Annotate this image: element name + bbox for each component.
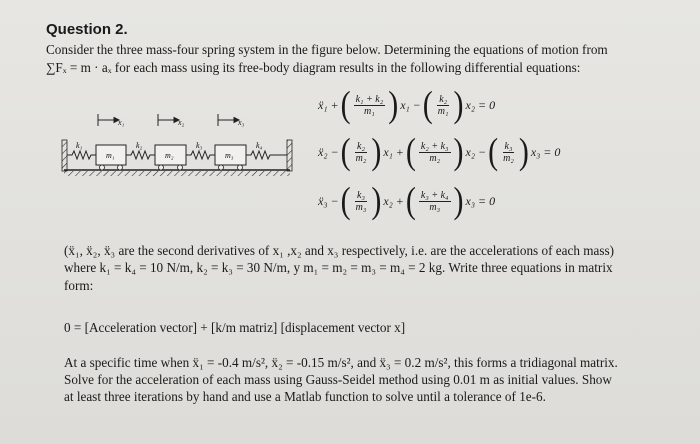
eq3-fraction-1 <box>354 190 369 213</box>
eq2-frac3-den: m₂ <box>503 152 514 164</box>
equation-1: ẍ₁ + ( $\frac{\text{k₁ + k₂}}{\text{m₁}}$ ) x₁ − ( $\frac{\text{k₂}}{\text{m₁}}$ ) x₂ = 0 <box>318 83 496 125</box>
spring-k3 <box>186 151 215 159</box>
label-k4: k₄ <box>256 141 263 150</box>
eq3-mid: x₂ + <box>383 193 404 208</box>
body-line-6: at least three iterations by hand and use a Matlab function to solve until a tolerance of 1e-6. <box>64 389 546 404</box>
spring-k4 <box>246 151 287 159</box>
question-title: Question 2. <box>46 21 128 38</box>
eq2-fraction-3 <box>501 141 516 164</box>
body-line-1: (ẍ₁, ẍ₂, ẍ₃ are the second derivatives of x₁ ,x₂ and x₃ respectively, i.e. are the accelerations of each mass) <box>64 243 614 258</box>
eq1-frac1-num: k₁ + k₂ <box>355 93 384 105</box>
intro-line-1: Consider the three mass-four spring system in the figure below. Determining the equations of motion from <box>46 42 608 57</box>
spring-mass-diagram <box>58 108 296 190</box>
eq1-mid: x₁ − <box>400 97 421 112</box>
eq2-frac1-den: m₂ <box>355 152 367 164</box>
eq2-mid1: x₁ + <box>383 144 404 159</box>
eq3-frac2-num: k₃ + k₄ <box>420 189 449 201</box>
eq1-frac2-num: k₂ <box>439 93 448 105</box>
eq2-frac2-den: m₂ <box>429 152 441 164</box>
eq1-frac2-den: m₁ <box>437 105 449 117</box>
equation-3: ẍ₃ − ( $\frac{\text{k₃}}{\text{m₃}}$ ) x₂ + ( $\frac{\text{k₃ + k₄}}{\text{m₃}}$ ) x₃ = 0 <box>318 179 496 221</box>
eq3-frac1-num: k₃ <box>357 189 365 201</box>
body-line-4: At a specific time when ẍ₁ = -0.4 m/s², ẍ₂ = -0.15 m/s², and ẍ₃ = 0.2 m/s², this forms a tridiagonal matrix. <box>64 355 618 370</box>
eq1-lhs: ẍ₁ + <box>318 97 339 112</box>
eq3-lhs: ẍ₃ − <box>318 193 339 208</box>
eq1-fraction-2 <box>436 94 451 117</box>
matrix-form-line: 0 = [Acceleration vector] + [k/m matriz] [displacement vector x] <box>64 320 406 335</box>
label-k3: k₃ <box>196 141 203 150</box>
label-k2: k₂ <box>136 141 143 150</box>
body-line-5: Solve for the acceleration of each mass using Gauss-Seidel method using 0.01 m as initial values. Show <box>64 372 612 387</box>
label-m1: m₁ <box>106 151 115 160</box>
eq2-frac3-num: k₃ <box>504 140 513 152</box>
body-line-3: form: <box>64 278 94 293</box>
spring-k1 <box>67 151 96 159</box>
eq1-frac1-den: m₁ <box>364 105 375 117</box>
left-wall <box>62 140 67 171</box>
eq3-frac1-den: m₃ <box>355 201 367 213</box>
spring-k2 <box>126 151 155 159</box>
eq2-frac1-num: k₂ <box>357 140 365 152</box>
eq2-fraction-1 <box>354 141 369 164</box>
label-x2: x₂ <box>178 118 185 127</box>
label-m3: m₃ <box>225 151 234 160</box>
intro-line-2: ∑Fₓ = m · aₓ for each mass using its free-body diagram results in the following differential equations: <box>46 60 581 75</box>
eq2-mid2: x₂ − <box>465 144 487 159</box>
body-line-2: where k₁ = k₄ = 10 N/m, k₂ = k₃ = 30 N/m, y m₁ = m₂ = m₃ = m₄ = 2 kg. Write three equations in matrix <box>64 260 613 275</box>
label-x3: x₃ <box>238 118 245 127</box>
label-k1: k₁ <box>76 141 83 150</box>
eq1-rhs: x₂ = 0 <box>465 97 496 112</box>
right-wall <box>287 140 292 171</box>
label-x1: x₁ <box>118 118 125 127</box>
ground-hatch <box>64 171 290 176</box>
eq2-fraction-2 <box>419 141 451 164</box>
eq2-rhs: x₃ = 0 <box>530 144 561 159</box>
eq1-fraction-1 <box>354 94 386 117</box>
eq2-frac2-num: k₂ + k₃ <box>420 140 449 152</box>
eq3-fraction-2 <box>419 190 451 213</box>
equation-2: ẍ₂ − ( $\frac{\text{k₂}}{\text{m₂}}$ ) x₁ + ( $\frac{\text{k₂ + k₃}}{\text{m₂}}$ ) x₂ − ( $\frac{\text{k₃}}{\text{m₂}}$ ) x₃ = 0 <box>318 130 561 172</box>
eq3-rhs: x₃ = 0 <box>465 193 496 208</box>
diagram-svg <box>58 108 296 190</box>
label-m2: m₂ <box>165 151 174 160</box>
eq2-lhs: ẍ₂ − <box>318 144 339 159</box>
eq3-frac2-den: m₃ <box>429 201 441 213</box>
